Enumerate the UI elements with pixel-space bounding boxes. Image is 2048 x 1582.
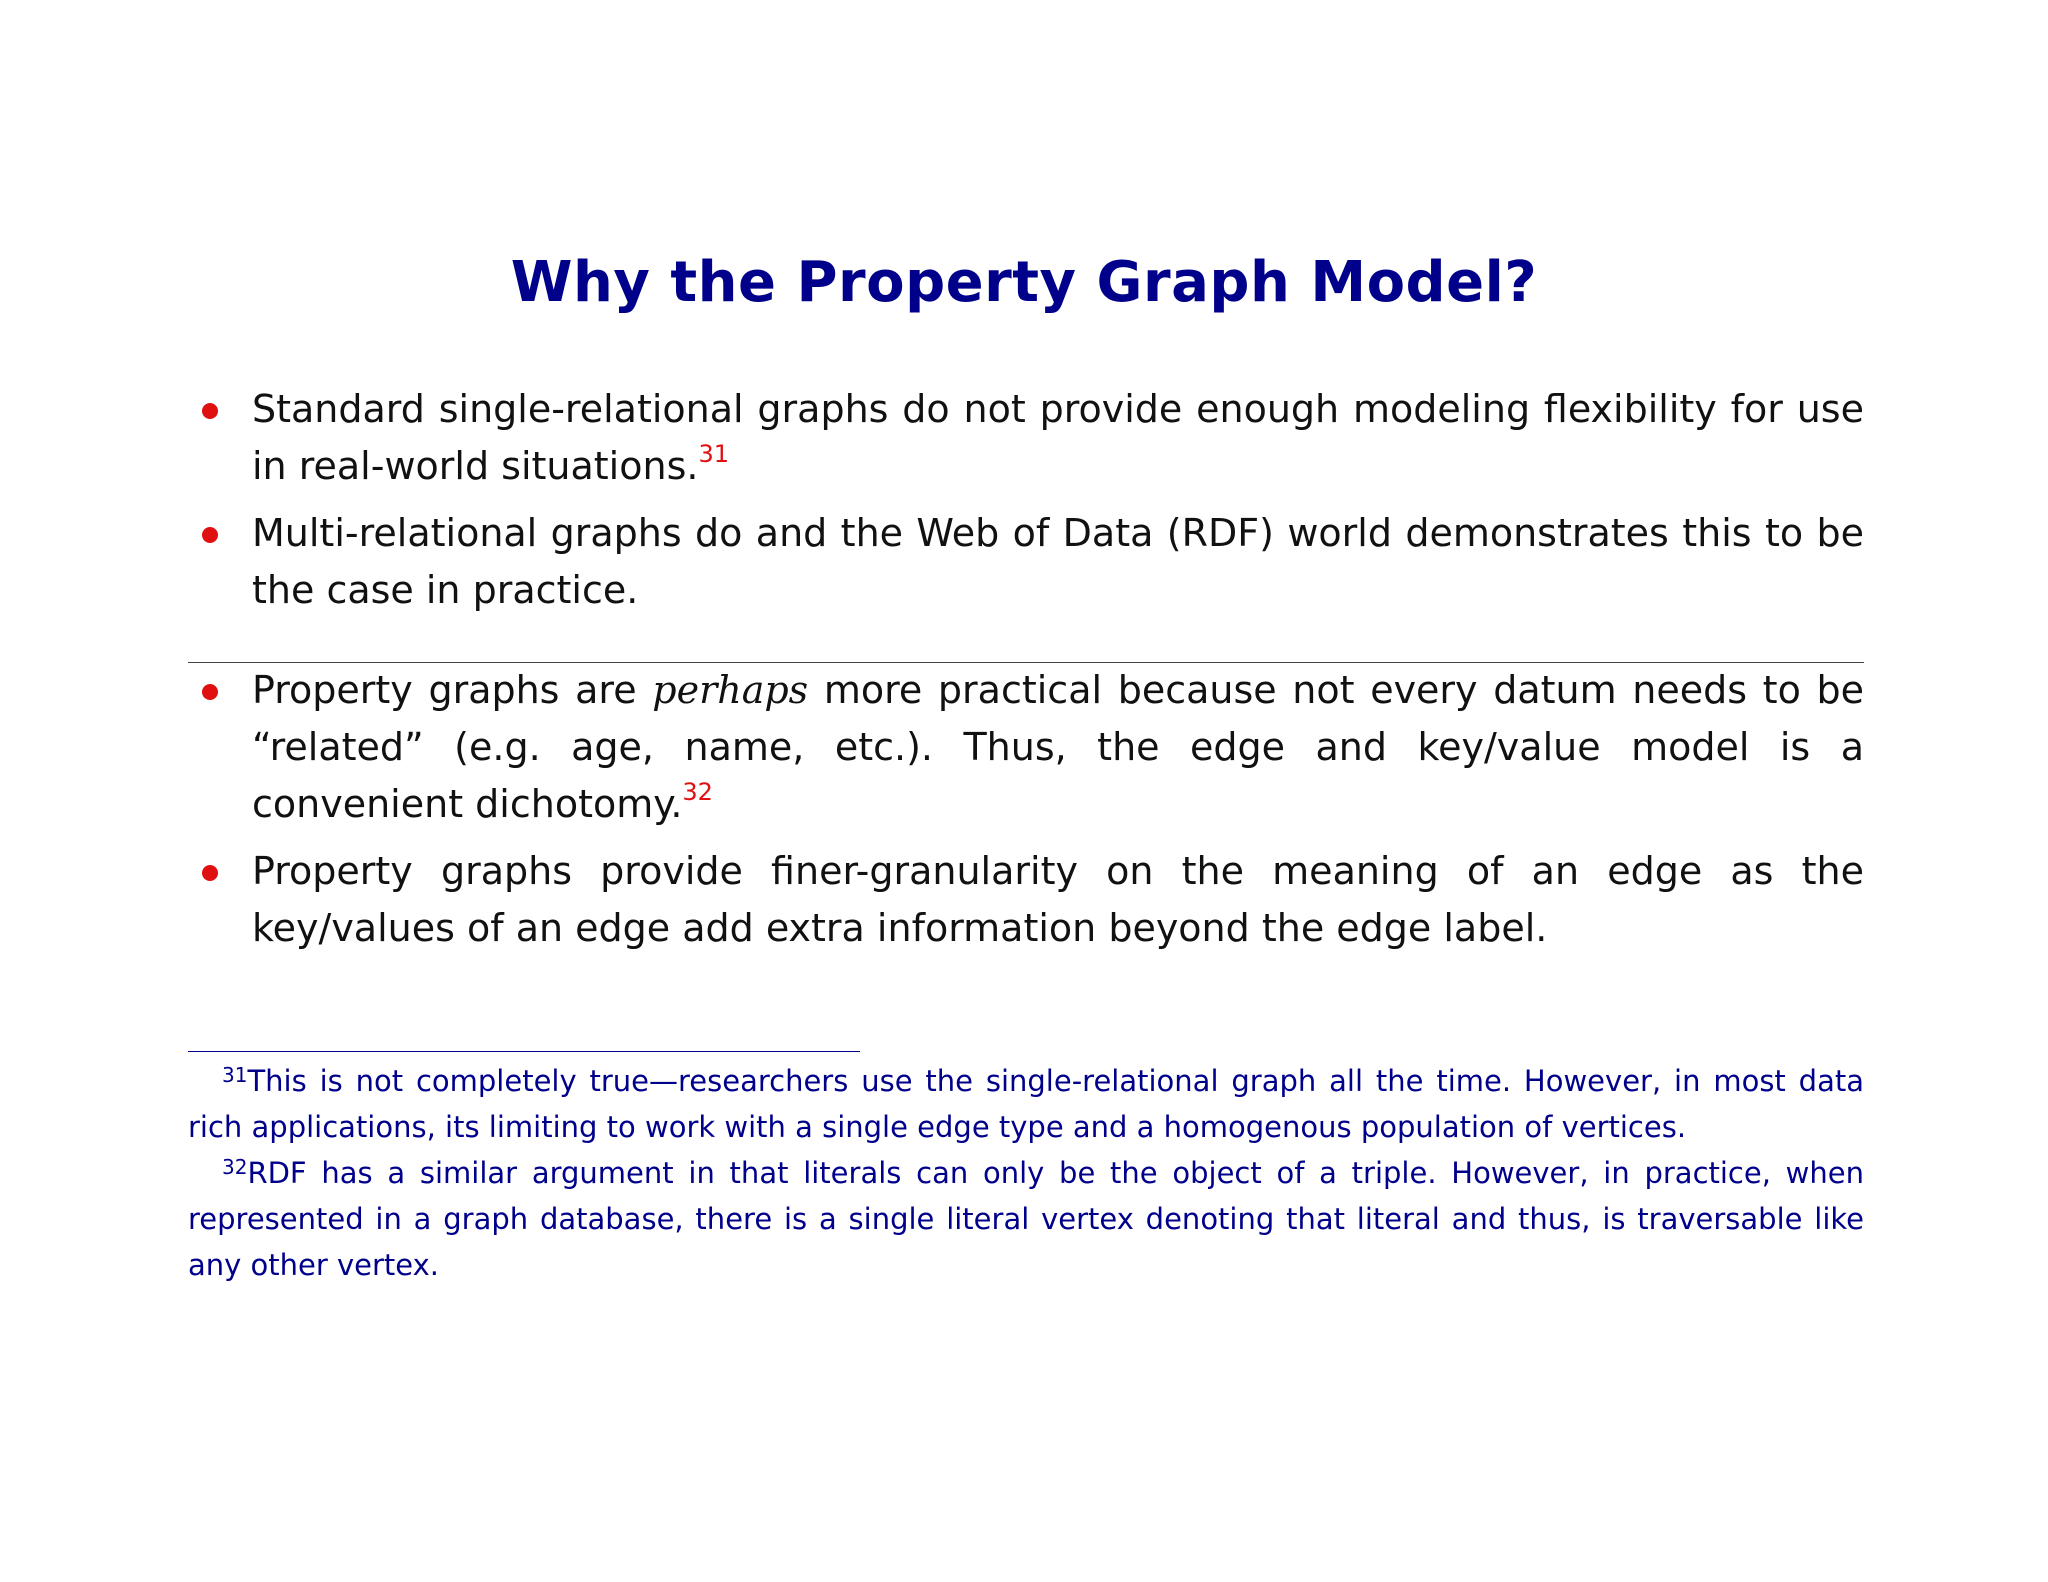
bullet-text: Standard single-relational graphs do not provide enough modeling flexibility for use in real-world situations. [252, 387, 1864, 488]
footnote-divider [188, 1051, 860, 1052]
slide-title: Why the Property Graph Model? [510, 250, 1538, 315]
bullet-item [188, 843, 1864, 957]
bullet-item [188, 381, 1864, 495]
footnote-ref: 32 [682, 778, 713, 806]
footnote [188, 1150, 1864, 1288]
bullet-group-bottom [188, 662, 1864, 967]
footnote-text: RDF has a similar argument in that literals can only be the object of a triple. However, in practice, when represented in a graph database, there is a single literal vertex denoting that literal and thus, is traversable like any other vertex. [188, 1156, 1864, 1282]
bullet-text: Multi-relational graphs do and the Web of Data (RDF) world demonstrates this to be the case in practice. [252, 511, 1864, 612]
footnote-text: This is not completely true—researchers use the single-relational graph all the time. However, in most data rich applications, its limiting to work with a single edge type and a homogenous population of vertices. [188, 1064, 1864, 1144]
bullet-dot-icon [202, 865, 218, 881]
footnote-mark: 32 [222, 1155, 248, 1179]
bullet-item [188, 505, 1864, 619]
bullet-group-top [188, 381, 1864, 629]
bullet-text-emphasis: perhaps [652, 668, 809, 712]
footnote [188, 1058, 1864, 1150]
bullet-item [188, 662, 1864, 833]
bullet-text-before: Property graphs are [252, 668, 653, 712]
bullet-dot-icon [202, 684, 218, 700]
bullet-text: Property graphs provide finer-granularity on the meaning of an edge as the key/values of an edge add extra information beyond the edge label. [252, 849, 1864, 950]
footnotes [188, 1058, 1864, 1288]
footnote-mark: 31 [222, 1063, 248, 1087]
bullet-text-after: more practical because not every datum needs to be “related” (e.g. age, name, etc.). Thus, the edge and key/value model is a convenient dichotomy. [252, 668, 1864, 826]
bullet-dot-icon [202, 403, 218, 419]
bullet-dot-icon [202, 527, 218, 543]
footnote-ref: 31 [698, 440, 729, 468]
